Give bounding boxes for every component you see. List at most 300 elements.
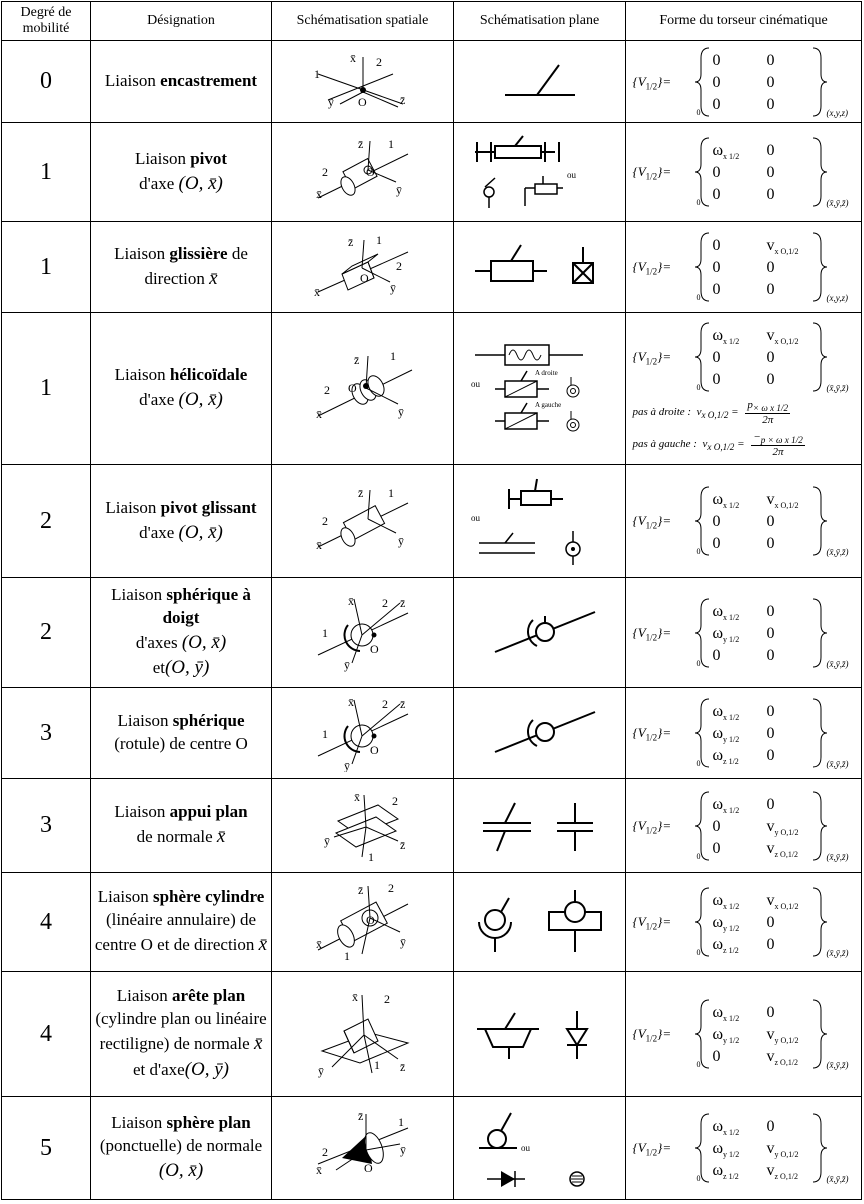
designation-post2: et d'axe [133,1059,185,1079]
designation-pre: Liaison [111,584,163,604]
torseur-point: 0 [696,1174,701,1183]
axis-label-x: x̄ [315,937,322,951]
axis-label-o: O [359,271,369,285]
designation-cell [91,222,272,313]
torseur-basis: (x̄,ȳ,z̄) [826,658,849,669]
torseur-cell-value: $\omega_{y 1/2}$ [712,1026,740,1046]
torseur-cell-value: $\omega_{z 1/2}$ [712,1162,739,1182]
liaison-row [2,779,862,873]
torseur-cell-value: 0 [766,914,775,931]
axis-label-two: 2 [381,697,388,711]
torseur-basis: (x,y,z) [826,107,848,118]
arete-plan-spatial-icon [308,989,418,1079]
designation-cell [91,123,272,222]
degree-cell: 0 [2,41,91,123]
designation-bold: encastrement [160,71,258,91]
torseur-cell-value: 0 [766,602,775,620]
designation-bold: pivot glissant [160,497,257,517]
torseur-cell-value: 0 [712,348,721,366]
torseur-cell-value: $v_{z O,1/2}$ [766,839,799,859]
torseur-point: 0 [696,759,701,768]
torseur-cell-value: $v_{x O,1/2}$ [766,237,799,257]
torseur-cell-value: 0 [766,164,775,181]
torseur-lhs: $\{V_{1/2}\}=$ [632,725,672,743]
torseur-cell-value: 0 [766,747,775,764]
liaison-row [2,873,862,972]
designation-bold: pivot [190,148,228,168]
torseur-cell [626,578,862,688]
torseur-cell [626,972,862,1097]
axis-label-y: ȳ [389,281,396,295]
axis-label-two: 2 [395,259,402,273]
plane-label: ou [470,513,480,523]
torseur-cell-value: $v_{z O,1/2}$ [766,1162,799,1182]
torseur-cell [626,779,862,873]
torseur-lhs: $\{V_{1/2}\}=$ [632,73,672,92]
torseur-basis: (x̄,ȳ,z̄) [826,1174,849,1184]
designation-pre: Liaison [114,365,166,385]
torseur-cell-value: 0 [712,817,721,835]
torseur-cell-value: 0 [766,259,775,276]
torseur-point: 0 [696,1060,701,1069]
axis-label-one: 1 [389,349,396,363]
plane-label-a-gauche: A gauche [534,400,561,409]
torseur-cell-value: $v_{y O,1/2}$ [766,1140,799,1160]
designation-math: (O, x̄) [178,389,223,411]
designation-math: x̄ [216,826,226,848]
torseur-cell-value: 0 [712,370,721,388]
torseur-basis: (x̄,ȳ,z̄) [826,851,849,862]
designation-pre: Liaison [117,711,169,731]
torseur-cell-value: $\omega_{z 1/2}$ [712,936,739,956]
plane-cell [454,222,626,313]
degree-cell: 3 [2,779,91,873]
header-plane: Schématisation plane [454,2,626,41]
sphere-cylindre-plane-icon [465,882,615,962]
torseur-lhs: $\{V_{1/2}\}=$ [632,513,672,531]
axis-label-o: O [363,1161,373,1175]
torseur-cell-value: 0 [766,73,775,91]
torseur-cell-value: 0 [712,839,721,857]
axis-label-y: ȳ [327,94,334,109]
designation-bold: sphère cylindre [152,887,265,907]
designation-post: (rotule) de centre O [114,734,248,753]
torseur-lhs: $\{V_{1/2}\}=$ [632,348,672,367]
torseur-cell-value: $\omega_{z 1/2}$ [712,747,739,767]
designation-math: x̄ [258,934,268,956]
axis-label-one: 1 [375,234,382,247]
header-row [2,2,862,41]
degree-cell: 2 [2,465,91,578]
torseur-basis: (x̄,ȳ,z̄) [826,547,849,557]
axis-label-one: 1 [397,1115,404,1129]
axis-label-one: 1 [313,66,320,81]
axis-label-y: ȳ [397,534,404,548]
torseur-cell-value: 0 [712,237,721,254]
designation-post: d'axe [139,390,175,410]
designation-math: (O, x̄) [178,172,223,194]
torseur-cell [626,222,862,313]
torseur-cell-value: 0 [766,795,775,813]
designation-post: (ponctuelle) de normale [99,1136,263,1156]
pitch-right-den: 2π [762,413,774,426]
torseur-basis: (x,y,z) [826,293,848,303]
torseur-cell-value: $\omega_{x 1/2}$ [712,795,740,815]
encastrement-plane-icon [485,57,595,107]
arete-plan-plane-icon [465,999,615,1069]
plane-cell [454,972,626,1097]
designation-bold: sphérique à doigt [162,584,251,627]
designation-pre: Liaison [116,986,168,1006]
designation-cell [91,972,272,1097]
torseur-cell-value: $\omega_{x 1/2}$ [712,892,740,912]
designation-cell [91,313,272,465]
spatial-cell [272,1097,454,1200]
designation-bold: sphère plan [166,1113,251,1133]
axis-label-o: O [365,913,375,927]
liaison-row [2,313,862,465]
torseur-cell-value: 0 [766,142,775,159]
torseur-lhs: $\{V_{1/2}\}=$ [632,259,672,277]
axis-label-o: O [347,380,357,395]
degree-cell: 4 [2,972,91,1097]
designation-bold: hélicoïdale [169,365,248,385]
torseur-cell-value: 0 [766,95,775,113]
plane-cell [454,688,626,779]
plane-label-ou: ou [470,378,480,389]
spherique-plane-icon [465,698,615,768]
axis-label-z: z̄ [353,352,359,367]
spatial-cell [272,578,454,688]
designation-post2: et [152,658,165,678]
glissiere-plane-icon [465,237,615,297]
axis-label-x: x̄ [315,406,322,421]
torseur-basis: (x̄,ȳ,z̄) [826,759,849,769]
axis-label-one: 1 [373,1058,380,1072]
axis-label-z: z̄ [357,137,363,151]
designation-math: x̄ [209,267,218,289]
plane-label: ou [566,170,576,180]
designation-cell [91,1097,272,1200]
spatial-cell [272,873,454,972]
torseur-point: 0 [696,293,701,302]
degree-cell: 2 [2,578,91,688]
spatial-cell [272,41,454,123]
torseur-cell-value: 0 [712,164,721,181]
designation-post: de direction [144,243,248,288]
torseur-lhs: $\{V_{1/2}\}=$ [632,914,672,932]
sphere-cylindre-spatial-icon [308,880,418,964]
encastrement-spatial-icon [308,52,418,112]
axis-label-x: x̄ [347,593,354,608]
axis-label-z: z̄ [357,883,363,897]
designation-math2: (O, ȳ) [184,1058,229,1080]
torseur-cell-value: 0 [712,186,721,203]
designation-post: de normale [136,827,213,847]
plane-cell [454,578,626,688]
axis-label-o: O [357,94,367,109]
designation-bold: arête plan [172,986,246,1006]
pitch-left: pas à gauche : $v_{x O,1/2}$ = $\frac{-_{p \times \omega x 1/2}}{2\pi}$ [632,430,803,458]
designation-bold: sphérique [172,711,245,731]
axis-label-y: ȳ [343,657,350,672]
axis-label-z: z̄ [399,697,405,711]
torseur-cell-value: 0 [766,936,775,953]
torseur-lhs: $\{V_{1/2}\}=$ [632,817,672,836]
spatial-cell [272,465,454,578]
torseur-point: 0 [696,382,701,392]
designation-cell [91,578,272,688]
torseur-cell-value: $\omega_{x 1/2}$ [712,602,740,622]
degree-cell: 4 [2,873,91,972]
torseur-point: 0 [696,547,701,556]
torseur-basis: (x̄,ȳ,z̄) [826,948,849,958]
torseur-basis: (x̄,ȳ,z̄) [826,1060,849,1070]
designation-cell [91,41,272,123]
torseur-cell-value: 0 [712,513,721,530]
designation-pre: Liaison [97,887,149,907]
liaison-row [2,578,862,688]
torseur-cell-value: 0 [712,1048,721,1065]
torseur-cell-value: 0 [766,624,775,642]
appui-plan-spatial-icon [308,787,418,865]
plane-cell [454,465,626,578]
helicoidale-plane-icon [465,341,615,437]
torseur-cell-value: 0 [766,513,775,530]
axis-label-y: ȳ [317,1064,324,1078]
glissiere-spatial-icon [308,234,418,300]
torseur-basis: (x̄,ȳ,z̄) [826,382,849,393]
plane-cell [454,41,626,123]
torseur-lhs: $\{V_{1/2}\}=$ [632,1026,672,1044]
header-torseur: Forme du torseur cinématique [626,2,862,41]
torseur-cell-value: 0 [766,51,775,69]
designation-post: (cylindre plan ou linéaire rectiligne) de normale [95,1009,267,1054]
designation-post: d'axe [139,173,175,193]
spatial-cell [272,313,454,465]
torseur-cell-value: 0 [712,535,721,552]
torseur-cell-value: $\omega_{y 1/2}$ [712,914,740,934]
pitch-right-lhs: $v_{x O,1/2}$ [696,405,729,420]
axis-label-x: x̄ [315,538,322,552]
spherique-doigt-plane-icon [465,598,615,668]
axis-label-two: 2 [381,595,388,610]
torseur-cell-value: $\omega_{x 1/2}$ [712,142,740,162]
sphere-plan-spatial-icon [308,1108,418,1188]
axis-label-x: x̄ [315,187,322,201]
torseur-lhs: $\{V_{1/2}\}=$ [632,624,672,643]
torseur-point: 0 [696,107,701,117]
axis-label-two: 2 [375,54,382,69]
torseur-cell-value: 0 [712,281,721,298]
axis-label-two: 2 [321,514,328,528]
torseur-cell-value: $\omega_{y 1/2}$ [712,1140,740,1160]
designation-math: (O, x̄) [158,1160,204,1182]
torseur-cell-value: 0 [712,51,721,69]
axis-label-two: 2 [391,793,398,808]
torseur-cell-value: $\omega_{x 1/2}$ [712,326,740,346]
designation-pre: Liaison [114,243,166,263]
axis-label-two: 2 [321,165,328,179]
designation-cell [91,873,272,972]
axis-label-y: ȳ [399,935,406,949]
torseur-lhs: $\{V_{1/2}\}=$ [632,164,672,182]
helicoidale-spatial-icon [308,350,418,428]
appui-plan-plane-icon [465,791,615,861]
designation-pre: Liaison [105,497,157,517]
header-spatial: Schématisation spatiale [272,2,454,41]
designation-math: (O, x̄) [178,521,223,543]
axis-label-x: x̄ [315,1163,322,1177]
torseur-basis: (x̄,ȳ,z̄) [826,198,849,208]
axis-label-x: x̄ [347,695,354,709]
spherique-doigt-spatial-icon [308,593,418,673]
torseur-cell-value: $v_{y O,1/2}$ [766,817,799,837]
axis-label-o: O [369,743,379,757]
axis-label-x: x̄ [349,51,356,65]
torseur-cell-value: 0 [766,646,775,664]
spatial-cell [272,688,454,779]
degree-cell: 3 [2,688,91,779]
torseur-cell-value: $v_{x O,1/2}$ [766,491,799,511]
axis-label-x: x̄ [353,789,360,804]
spatial-cell [272,779,454,873]
axis-label-two: 2 [323,382,330,397]
torseur-cell-value: $\omega_{x 1/2}$ [712,491,740,511]
degree-cell: 1 [2,313,91,465]
torseur-cell-value: $\omega_{y 1/2}$ [712,725,740,745]
designation-cell [91,779,272,873]
axis-label-z: z̄ [347,235,353,249]
axis-label-one: 1 [321,727,328,741]
torseur-cell [626,873,862,972]
torseur-cell-value: $v_{y O,1/2}$ [766,1026,799,1046]
axis-label-two: 2 [383,992,390,1006]
torseur-cell-value: $v_{x O,1/2}$ [766,326,799,346]
torseur-cell [626,1097,862,1200]
torseur-point: 0 [696,658,701,668]
torseur-cell-value: $v_{z O,1/2}$ [766,1048,799,1068]
pitch-right: pas à droite : $v_{x O,1/2}$ = $\frac{p_{\times \omega x 1/2}}{2\pi}$ [632,398,789,426]
degree-cell: 1 [2,222,91,313]
torseur-cell-value: $\omega_{y 1/2}$ [712,624,740,644]
torseur-cell [626,465,862,578]
torseur-cell-value: 0 [712,73,721,91]
axis-label-x: x̄ [351,990,358,1004]
designation-math: (O, x̄) [181,631,227,653]
designation-post: d'axe [139,522,175,542]
plane-cell [454,313,626,465]
liaison-row [2,41,862,123]
degree-cell: 5 [2,1097,91,1200]
plane-cell [454,123,626,222]
torseur-cell-value: 0 [766,1004,775,1021]
axis-label-one: 1 [343,949,350,963]
pivot-glissant-plane-icon [465,473,615,569]
torseur-cell-value: 0 [766,186,775,203]
designation-bold: appui plan [169,802,248,822]
pivot-spatial-icon [308,136,418,208]
liaison-row [2,123,862,222]
pivot-plane-icon [465,132,615,212]
torseur-lhs: $\{V_{1/2}\}=$ [632,1140,672,1158]
spherique-spatial-icon [308,694,418,772]
axis-label-z: z̄ [357,486,363,500]
torseur-cell-value: $\omega_{x 1/2}$ [712,1004,740,1024]
plane-label-a-droite: A droite [534,368,558,377]
pivot-glissant-spatial-icon [308,485,418,557]
spatial-cell [272,972,454,1097]
liaison-row [2,222,862,313]
plane-cell [454,779,626,873]
torseur-cell [626,123,862,222]
axis-label-one: 1 [387,137,394,151]
axis-label-two: 2 [321,1145,328,1159]
torseur-cell-value: $\omega_{x 1/2}$ [712,703,740,723]
spatial-cell [272,222,454,313]
axis-label-o: O [365,165,375,179]
torseur-cell-value: 0 [712,646,721,664]
torseur-cell-value: $\omega_{x 1/2}$ [712,1118,740,1138]
axis-label-x: x̄ [313,285,320,299]
header-designation: Désignation [91,2,272,41]
designation-math: x̄ [253,1033,263,1055]
designation-pre: Liaison [134,148,186,168]
sphere-plan-plane-icon [465,1105,615,1191]
axis-label-one: 1 [367,849,374,864]
torseur-cell-value: 0 [766,1118,775,1135]
axis-label-o: O [369,641,379,656]
designation-cell [91,465,272,578]
axis-label-z: z̄ [399,595,405,610]
designation-post: (linéaire annulaire) de centre O et de direction [94,910,257,955]
torseur-point: 0 [696,948,701,957]
torseur-point: 0 [696,198,701,207]
torseur-cell [626,41,862,123]
torseur-cell [626,313,862,465]
torseur-cell-value: 0 [766,725,775,742]
designation-pre: Liaison [104,71,156,91]
liaison-row [2,688,862,779]
torseur-cell-value: $v_{x O,1/2}$ [766,892,799,912]
pitch-left-den: 2π [772,445,784,458]
degree-cell: 1 [2,123,91,222]
designation-pre: Liaison [114,802,166,822]
axis-label-z: z̄ [357,1109,363,1123]
axis-label-y: ȳ [395,183,402,197]
designation-post: d'axes [135,632,178,652]
axis-label-z: z̄ [399,1060,405,1074]
liaison-row [2,465,862,578]
pitch-left-num: $-_{p \times \omega x 1/2}$ [753,430,803,445]
axis-label-y: ȳ [323,833,330,848]
torseur-cell-value: 0 [712,95,721,113]
torseur-cell-value: 0 [766,348,775,366]
torseur-cell-value: 0 [766,370,775,388]
designation-bold: glissière [169,243,228,263]
torseur-cell [626,688,862,779]
designation-cell [91,688,272,779]
axis-label-one: 1 [387,486,394,500]
plane-cell [454,873,626,972]
torseur-cell-value: 0 [766,281,775,298]
axis-label-two: 2 [387,881,394,895]
torseur-cell-value: 0 [766,535,775,552]
designation-math2: (O, ȳ) [164,657,210,679]
designation-pre: Liaison [111,1113,163,1133]
header-degree: Degré de mobilité [2,2,91,41]
axis-label-one: 1 [321,625,328,640]
